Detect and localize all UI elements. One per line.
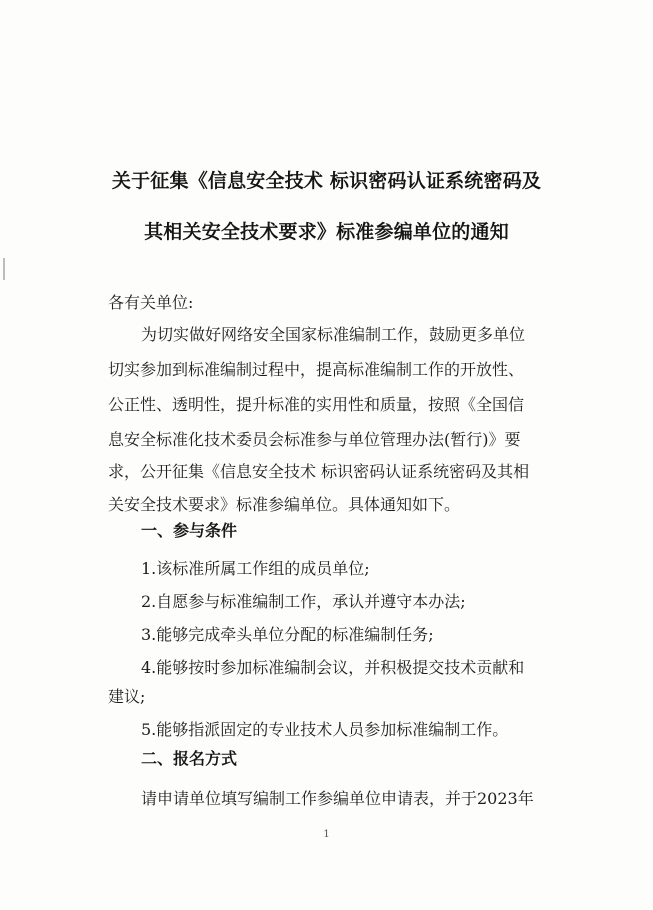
- condition-item-5: 5.能够指派固定的专业技术人员参加标准编制工作。: [141, 720, 509, 739]
- section-heading-registration: 二、报名方式: [141, 749, 238, 768]
- document-title-line-1: 关于征集《信息安全技术 标识密码认证系统密码及: [111, 170, 542, 192]
- intro-line-2: 切实参加到标准编制过程中，提高标准编制工作的开放性、: [108, 360, 525, 379]
- condition-item-3: 3.能够完成牵头单位分配的标准编制任务;: [141, 625, 434, 644]
- intro-line-6: 关安全技术要求》标准参编单位。具体通知如下。: [108, 495, 461, 514]
- condition-item-1: 1.该标准所属工作组的成员单位;: [141, 559, 370, 578]
- scan-edge-mark: [3, 258, 5, 280]
- intro-line-3: 公正性、透明性，提升标准的实用性和质量，按照《全国信: [108, 395, 525, 414]
- intro-line-1: 为切实做好网络安全国家标准编制工作，鼓励更多单位: [141, 325, 526, 344]
- salutation: 各有关单位:: [108, 293, 194, 312]
- intro-line-4: 息安全标准化技术委员会标准参与单位管理办法(暂行)》要: [108, 430, 521, 449]
- condition-item-4-continued: 建议;: [108, 687, 146, 706]
- document-title-line-2: 其相关安全技术要求》标准参编单位的通知: [144, 221, 509, 243]
- section-heading-conditions: 一、参与条件: [141, 521, 238, 540]
- condition-item-4: 4.能够按时参加标准编制会议，并积极提交技术贡献和: [141, 658, 525, 677]
- condition-item-2: 2.自愿参与标准编制工作，承认并遵守本办法;: [141, 592, 466, 611]
- page-number: 1: [323, 829, 330, 840]
- intro-line-5: 求，公开征集《信息安全技术 标识密码认证系统密码及其相: [108, 462, 530, 481]
- registration-text: 请申请单位填写编制工作参编单位申请表，并于2023年: [141, 789, 534, 808]
